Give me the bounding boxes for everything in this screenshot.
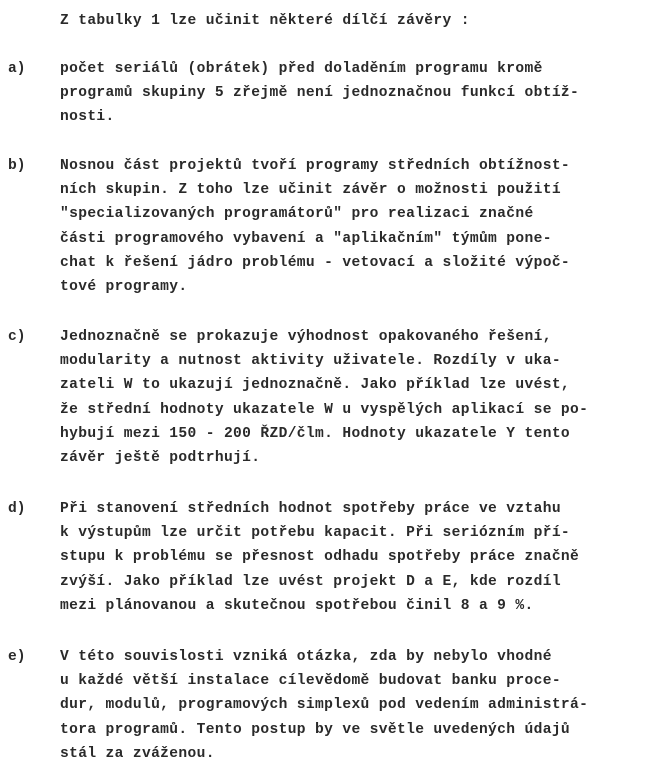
- item-d-paragraph: [60, 497, 579, 618]
- paragraph-line: nosti.: [60, 109, 115, 126]
- item-a-paragraph: [60, 57, 579, 130]
- paragraph-line: hybují mezi 150 - 200 ŘZD/člm. Hodnoty ukazatele Y tento: [60, 425, 571, 442]
- paragraph-line: u každé větší instalace cílevědomě budovat banku proce-: [60, 673, 561, 690]
- paragraph-line: tové programy.: [60, 279, 188, 296]
- paragraph-line: "specializovaných programátorů" pro realizaci značné: [60, 206, 534, 223]
- intro-text: Z tabulky 1 lze učinit některé dílčí závěry :: [60, 13, 470, 29]
- item-e-marker: e): [8, 649, 26, 665]
- paragraph-line: počet seriálů (obrátek) před doladěním programu kromě: [60, 61, 543, 77]
- paragraph-line: chat k řešení jádro problému - vetovací a složité výpoč-: [60, 254, 571, 271]
- paragraph-line: zateli W to ukazují jednoznačně. Jako příklad lze uvést,: [60, 377, 571, 394]
- paragraph-line: že střední hodnoty ukazatele W u vyspělých aplikací se po-: [60, 401, 589, 418]
- paragraph-line: stál za zváženou.: [60, 745, 215, 762]
- paragraph-line: Nosnou část projektů tvoří programy středních obtížnost-: [60, 158, 571, 174]
- paragraph-line: závěr ještě podtrhují.: [60, 450, 261, 467]
- item-c-marker: c): [8, 329, 26, 345]
- paragraph-line: tora programů. Tento postup by ve světle uvedených údajů: [60, 721, 571, 738]
- paragraph-line: zvýší. Jako příklad lze uvést projekt D a E, kde rozdíl: [60, 573, 561, 590]
- item-e-paragraph: [60, 645, 588, 766]
- paragraph-line: k výstupům lze určit potřebu kapacit. Při seriózním pří-: [60, 525, 571, 542]
- item-c-paragraph: [60, 325, 588, 470]
- paragraph-line: části programového vybavení a "aplikačním" týmům pone-: [60, 230, 552, 247]
- paragraph-line: ních skupin. Z toho lze učinit závěr o možnosti použití: [60, 182, 561, 199]
- paragraph-line: dur, modulů, programových simplexů pod vedením administrá-: [60, 697, 589, 714]
- item-b-marker: b): [8, 158, 26, 174]
- paragraph-line: mezi plánovanou a skutečnou spotřebou činil 8 a 9 %.: [60, 597, 534, 614]
- paragraph-line: programů skupiny 5 zřejmě není jednoznačnou funkcí obtíž-: [60, 85, 580, 102]
- paragraph-line: stupu k problému se přesnost odhadu spotřeby práce značně: [60, 549, 580, 566]
- item-d-marker: d): [8, 501, 26, 517]
- paragraph-line: Jednoznačně se prokazuje výhodnost opakovaného řešení,: [60, 329, 552, 345]
- item-a-marker: a): [8, 61, 26, 77]
- item-b-paragraph: [60, 154, 570, 299]
- paragraph-line: V této souvislosti vzniká otázka, zda by nebylo vhodné: [60, 649, 552, 665]
- paragraph-line: Při stanovení středních hodnot spotřeby práce ve vztahu: [60, 501, 561, 517]
- paragraph-line: modularity a nutnost aktivity uživatele. Rozdíly v uka-: [60, 353, 561, 370]
